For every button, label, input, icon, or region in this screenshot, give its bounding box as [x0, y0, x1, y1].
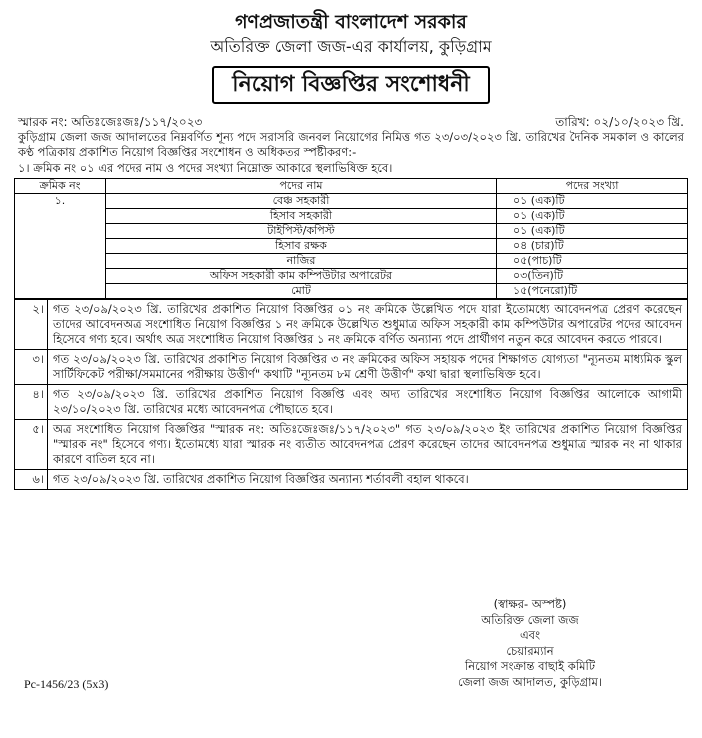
signature-note: (স্বাক্ষর- অস্পষ্ট) [493, 597, 567, 611]
post-name: হিসাব সহকারী [106, 209, 497, 224]
table-total-row [15, 284, 688, 299]
item-text: গত ২৩/০৯/২০২৩ খ্রি. তারিখের প্রকাশিত নিয়োগ বিজ্ঞপ্তির অন্যান্য শর্তাবলী বহাল থাকবে। [48, 470, 688, 490]
govt-name: গণপ্রজাতন্ত্রী বাংলাদেশ সরকার [235, 11, 467, 33]
col-post: পদের নাম [106, 179, 497, 194]
post-name: বেঞ্চ সহকারী [106, 194, 497, 209]
list-item [15, 385, 688, 420]
table-row [15, 209, 688, 224]
table-row [15, 194, 688, 209]
col-serial: ক্রমিক নং [15, 179, 106, 194]
item-text: অত্র সংশোধিত নিয়োগ বিজ্ঞপ্তির "স্মারক নং: অতিঃজেঃজঃ/১১৭/২০২৩" গত ২৩/০৯/২০২৩ ইং তারিখের প্রকাশিত নিয়োগ বিজ্ঞপ্তির "স্মারক নং" হিসেবে গণ্য। ইতোমধ্যে যারা স্মারক নং ব্যতীত আবেদনপত্র প্রেরণ করেছেন তাদের আবেদনপত্র শুধুমাত্র স্মারক নং না থাকার কারণে বাতিল হবে না। [48, 420, 688, 470]
item-text: গত ২৩/০৯/২০২৩ খ্রি. তারিখের প্রকাশিত নিয়োগ বিজ্ঞপ্তির ৩ নং ক্রমিকের অফিস সহায়ক পদের শিক্ষাগত যোগ্যতা "ন্যূনতম মাধ্যমিক স্কুল সার্টিফিকেট পরীক্ষা/সমমানের পরীক্ষায় উত্তীর্ণ" কথাটি "ন্যূনতম ৮ম শ্রেণী উত্তীর্ণ" কথা দ্বারা স্থলাভিষিক্ত হবে। [48, 350, 688, 385]
point-1: ১। ক্রমিক নং ০১ এর পদের নাম ও পদের সংখ্যা নিম্নোক্ত আকারে স্থলাভিষিক্ত হবে। [18, 161, 393, 175]
post-name: টাইপিস্ট/কপিস্ট [106, 224, 497, 239]
posts-table [14, 178, 688, 299]
intro-paragraph: কুড়িগ্রাম জেলা জজ আদালতের নিম্নবর্ণিত শূন্য পদে সরাসরি জনবল নিয়োগের নিমিত্ত গত ২৩/০৩/২০২৩ খ্রি. তারিখের দৈনিক সমকাল ও কালের কণ্ঠ পত্রিকায় প্রকাশিত নিয়োগ বিজ্ঞপ্তির সংশোধন ও অধিকতর স্পষ্টীকরণ:- [18, 130, 684, 159]
item-number: ৪। [15, 385, 48, 420]
table-row [15, 224, 688, 239]
serial-cell: ১. [15, 194, 106, 299]
list-item [15, 300, 688, 350]
post-count: ০৪ (চার)টি [497, 239, 688, 254]
item-number: ৬। [15, 470, 48, 490]
post-count: ০১ (এক)টি [497, 209, 688, 224]
notice-date: তারিখ: ০২/১০/২০২৩ খ্রি. [555, 115, 684, 129]
post-name: নাজির [106, 254, 497, 269]
reference-line [14, 114, 688, 130]
signatory-title: অতিরিক্ত জেলা জজ [481, 612, 579, 627]
amendment-items [14, 299, 688, 490]
item-text: গত ২৩/০৯/২০২৩ খ্রি. তারিখের প্রকাশিত নিয়োগ বিজ্ঞপ্তি এবং অদ্য তারিখের সংশোধিত নিয়োগ বিজ্ঞপ্তির আলোকে আগামী ২৩/১০/২০২৩ খ্রি. তারিখের মধ্যে আবেদনপত্র পৌছাতে হবে। [48, 385, 688, 420]
post-count: ০৫(পাচ)টি [497, 254, 688, 269]
item-number: ৩। [15, 350, 48, 385]
item-number: ৫। [15, 420, 48, 470]
post-count: ০১ (এক)টি [497, 224, 688, 239]
signature-and: এবং [519, 628, 541, 642]
item-text: গত ২৩/০৯/২০২৩ খ্রি. তারিখের প্রকাশিত নিয়োগ বিজ্ঞপ্তির ০১ নং ক্রমিকে উল্লেখিত পদে যারা ইতোমধ্যে আবেদনপত্র প্রেরণ করেছেন তাদের আবেদনঅত্র সংশোধিত নিয়োগ বিজ্ঞপ্তির ১ নং ক্রমিকে উল্লেখিত শুধুমাত্র অফিস সহকারী কাম কম্পিউটার অপারেটর পদের আবেদন হিসেবে গণ্য হবে। অর্থাৎ অত্র সংশোধিত নিয়োগ বিজ্ঞপ্তির ১ নং ক্রমিকে বর্ণিত অন্যান্য পদে প্রার্থীগণ নতুন করে আবেদন করতে পারবে। [48, 300, 688, 350]
total-label: মোট [106, 284, 497, 299]
list-item [15, 470, 688, 490]
table-row [15, 239, 688, 254]
table-row [15, 269, 688, 284]
list-item [15, 350, 688, 385]
table-header-row [15, 179, 688, 194]
signature-block [400, 597, 660, 690]
notice-title: নিয়োগ বিজ্ঞপ্তির সংশোধনী [212, 66, 489, 104]
table-row [15, 254, 688, 269]
memo-number: স্মারক নং: অতিঃজেঃজঃ/১১৭/২০২৩ [18, 115, 203, 129]
list-item [15, 420, 688, 470]
post-count: ০১ (এক)টি [497, 194, 688, 209]
committee-name: নিয়োগ সংক্রান্ত বাছাই কমিটি [464, 659, 596, 673]
post-count: ০৩(তিন)টি [497, 269, 688, 284]
post-name: অফিস সহকারী কাম কম্পিউটার অপারেটর [106, 269, 497, 284]
post-name: হিসাব রক্ষক [106, 239, 497, 254]
col-count: পদের সংখ্যা [497, 179, 688, 194]
office-name: অতিরিক্ত জেলা জজ-এর কার্যালয়, কুড়িগ্রাম [210, 37, 492, 56]
court-name: জেলা জজ আদালত, কুড়িগ্রাম। [457, 674, 603, 689]
pc-code: Pc-1456/23 (5x3) [24, 677, 109, 691]
total-count: ১৫(পনেরো)টি [497, 284, 688, 299]
signatory-role: চেয়ারম্যান [506, 643, 554, 658]
item-number: ২। [15, 300, 48, 350]
